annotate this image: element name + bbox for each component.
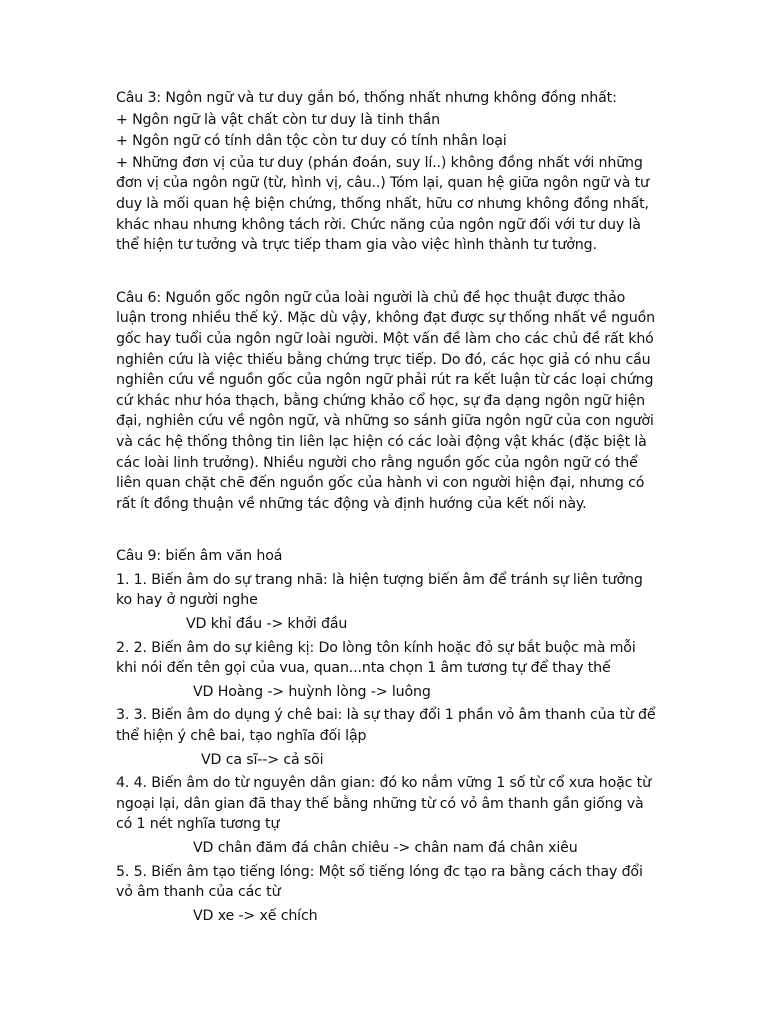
- section-cau-3: [116, 88, 656, 256]
- cau-9-example-3: VD ca sĩ--> cả sõi: [201, 751, 324, 768]
- section-cau-6: [116, 288, 656, 515]
- cau-3-point-2: + Ngôn ngữ có tính dân tộc còn tư duy có tính nhân loại: [116, 133, 507, 150]
- cau-3-point-3: + Những đơn vị của tư duy (phán đoán, suy lí..) không đồng nhất với những đơn vị của ngôn ngữ (từ, hình vị, câu..) Tóm lại, quan hệ giữa ngôn ngữ và tư duy là mối quan hệ biện chứng, thống nhất, hữu cơ nhưng không đồng nhất, khác nhau nhưng không tách rời. Chức năng của ngôn ngữ đối với tư duy là thể hiện tư tưởng và trực tiếp tham gia vào việc hình thành tư tưởng.: [116, 154, 649, 254]
- cau-9-item-1: 1. 1. Biến âm do sự trang nhã: là hiện tượng biến âm để tránh sự liên tưởng ko hay ở người nghe: [116, 571, 643, 609]
- cau-9-example-2: VD Hoàng -> huỳnh lòng -> luông: [193, 683, 431, 700]
- cau-9-item-2: 2. 2. Biến âm do sự kiêng kị: Do lòng tôn kính hoặc đỏ sự bắt buộc mà mỗi khi nói đến tên gọi của vua, quan...nta chọn 1 âm tương tự để thay thế: [116, 639, 636, 677]
- document-page: [116, 88, 656, 926]
- cau-9-heading: Câu 9: biến âm văn hoá: [116, 548, 283, 565]
- cau-9-example-4: VD chân đăm đá chân chiêu -> chân nam đá chân xiêu: [193, 840, 578, 856]
- section-cau-9: [116, 546, 656, 926]
- cau-9-example-5: VD xe -> xế chích: [193, 907, 318, 924]
- cau-9-item-3: 3. 3. Biến âm do dụng ý chê bai: là sự thay đổi 1 phần vỏ âm thanh của từ để thể hiện ý chê bai, tạo nghĩa đối lập: [116, 707, 656, 745]
- cau-3-heading: Câu 3: Ngôn ngữ và tư duy gắn bó, thống nhất nhưng không đồng nhất:: [116, 90, 617, 106]
- cau-9-example-1: VD khỉ đầu -> khởi đầu: [186, 616, 348, 633]
- cau-3-point-1: + Ngôn ngữ là vật chất còn tư duy là tinh thần: [116, 111, 440, 128]
- cau-6-paragraph: Câu 6: Nguồn gốc ngôn ngữ của loài người là chủ đề học thuật được thảo luận trong nhiều thế kỷ. Mặc dù vậy, không đạt được sự thống nhất về nguồn gốc hay tuổi của ngôn ngữ loài người. Một vấn đề làm cho các chủ đề rất khó nghiên cứu là việc thiếu bằng chứng trực tiếp. Do đó, các học giả có nhu cầu nghiên cứu về nguồn gốc của ngôn ngữ phải rút ra kết luận từ các loại chứng cứ khác như hóa thạch, bằng chứng khảo cổ học, sự đa dạng ngôn ngữ hiện đại, nghiên cứu về ngôn ngữ, và những so sánh giữa ngôn ngữ của con người và các hệ thống thông tin liên lạc hiện có các loài động vật khác (đặc biệt là các loài linh trưởng). Nhiều người cho rằng nguồn gốc của ngôn ngữ có thể liên quan chặt chẽ đến nguồn gốc của hành vi con người hiện đại, nhưng có rất ít đồng thuận về những tác động và định hướng của kết nối này.: [116, 289, 655, 512]
- cau-9-item-5: 5. 5. Biến âm tạo tiếng lóng: Một số tiếng lóng đc tạo ra bằng cách thay đổi vỏ âm thanh của các từ: [116, 863, 643, 901]
- cau-9-item-4: 4. 4. Biến âm do từ nguyên dân gian: đó ko nắm vững 1 số từ cổ xưa hoặc từ ngoại lại, dân gian đã thay thế bằng những từ có vỏ âm thanh gần giống và có 1 nét nghĩa tương tự: [116, 775, 651, 833]
